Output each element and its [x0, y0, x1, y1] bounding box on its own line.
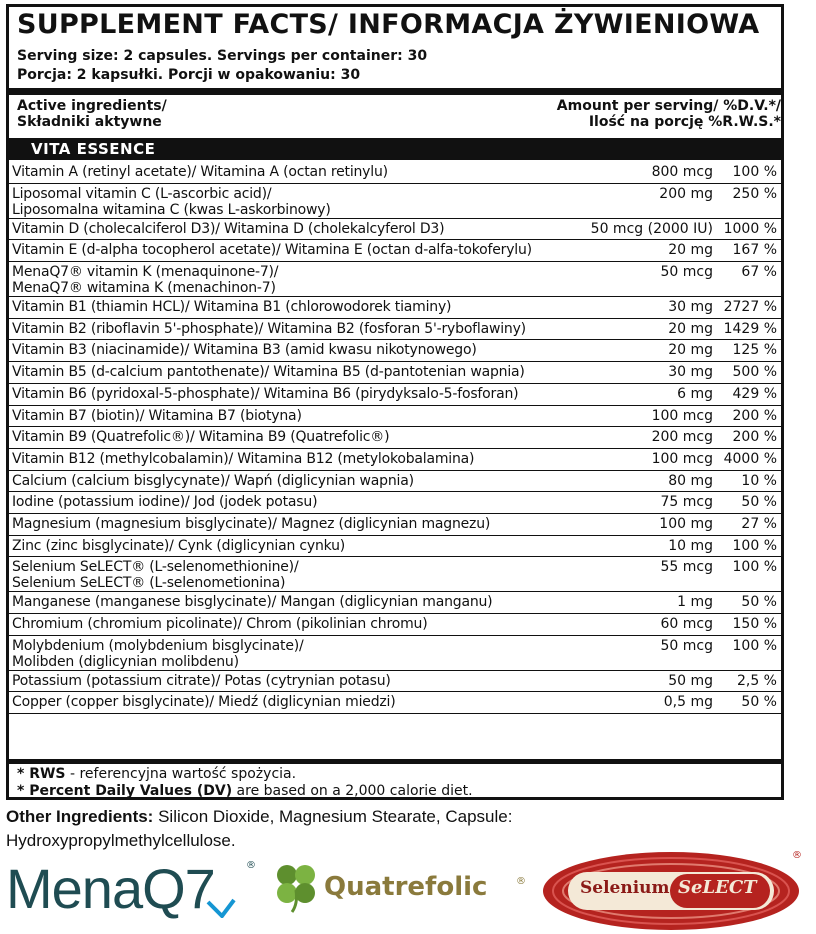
daily-value: 250 % — [732, 185, 777, 202]
ingredient-name: Vitamin E (d-alpha tocopherol acetate)/ Witamina E (octan d-alfa-tokoferylu) — [12, 242, 532, 259]
table-row — [9, 492, 781, 514]
ingredient-name: Vitamin B6 (pyridoxal-5-phosphate)/ Witamina B6 (pirydyksalo-5-fosforan) — [12, 385, 519, 402]
daily-value: 67 % — [741, 264, 777, 281]
amount-per-serving: 50 mg — [668, 672, 713, 689]
daily-value: 100 % — [732, 637, 777, 654]
ingredient-name: Vitamin B2 (riboflavin 5'-phosphate)/ Witamina B2 (fosforan 5'-ryboflawiny) — [12, 320, 526, 337]
daily-value: 125 % — [732, 342, 777, 359]
section-bar — [9, 138, 781, 160]
ingredient-name: Vitamin B9 (Quatrefolic®)/ Witamina B9 (Quatrefolic®) — [12, 429, 390, 446]
daily-value: 2,5 % — [736, 672, 777, 689]
bottom-thick-divider — [9, 759, 781, 764]
table-row — [9, 449, 781, 471]
amount-per-serving: 50 mcg — [660, 264, 713, 281]
daily-value: 1000 % — [723, 220, 777, 237]
daily-value: 50 % — [741, 494, 777, 511]
amount-per-serving: 30 mg — [668, 299, 713, 316]
amount-per-serving: 30 mg — [668, 364, 713, 381]
ingredient-name: MenaQ7® vitamin K (menaquinone-7)/ MenaQ7® witamina K (menachinon-7) — [12, 264, 279, 297]
ingredient-table — [9, 162, 781, 714]
ingredient-name: Calcium (calcium bisglycynate)/ Wapń (diglicynian wapnia) — [12, 472, 414, 489]
amount-per-serving: 50 mcg (2000 IU) — [590, 220, 713, 237]
amount-per-serving: 100 mcg — [651, 450, 713, 467]
footnote-rws: * RWS - referencyjna wartość spożycia. — [17, 766, 297, 782]
table-row — [9, 671, 781, 693]
serving-size-pl: Porcja: 2 kapsułki. Porcji w opakowaniu: 30 — [17, 67, 361, 83]
table-row — [9, 592, 781, 614]
amount-per-serving: 75 mcg — [660, 494, 713, 511]
table-row — [9, 427, 781, 449]
table-row — [9, 514, 781, 536]
ingredient-name: Magnesium (magnesium bisglycinate)/ Magnez (diglicynian magnezu) — [12, 515, 491, 532]
ingredient-name: Copper (copper bisglycinate)/ Miedź (diglicynian miedzi) — [12, 694, 396, 711]
ingredient-name: Vitamin B12 (methylcobalamin)/ Witamina B12 (metylokobalamina) — [12, 450, 475, 467]
table-row — [9, 362, 781, 384]
ingredient-name: Selenium SeLECT® (L-selenomethionine)/ Selenium SeLECT® (L-selenometionina) — [12, 559, 299, 592]
table-row — [9, 262, 781, 297]
daily-value: 27 % — [741, 515, 777, 532]
quatrefolic-logo: Quatrefolic ® — [268, 850, 530, 930]
ingredient-name: Manganese (manganese bisglycinate)/ Mangan (diglicynian manganu) — [12, 594, 493, 611]
table-row — [9, 240, 781, 262]
ingredient-name: Liposomal vitamin C (L-ascorbic acid)/ Liposomalna witamina C (kwas L-askorbinowy) — [12, 185, 331, 218]
section-title: VITA ESSENCE — [31, 140, 156, 158]
ingredient-name: Vitamin D (cholecalciferol D3)/ Witamina D (cholekalcyferol D3) — [12, 220, 445, 237]
panel-title: SUPPLEMENT FACTS/ INFORMACJA ŻYWIENIOWA — [17, 9, 760, 40]
amount-per-serving: 0,5 mg — [663, 694, 713, 711]
footnote-dv: * Percent Daily Values (DV) are based on a 2,000 calorie diet. — [17, 783, 473, 799]
table-row — [9, 636, 781, 671]
daily-value: 200 % — [732, 407, 777, 424]
ingredient-name: Iodine (potassium iodine)/ Jod (jodek potasu) — [12, 494, 318, 511]
ingredient-name: Vitamin A (retinyl acetate)/ Witamina A (octan retinylu) — [12, 164, 388, 180]
daily-value: 1429 % — [723, 320, 777, 337]
daily-value: 2727 % — [723, 299, 777, 316]
amount-per-serving: 80 mg — [668, 472, 713, 489]
table-row — [9, 184, 781, 219]
table-row — [9, 614, 781, 636]
amount-per-serving: 6 mg — [677, 385, 713, 402]
daily-value: 10 % — [741, 472, 777, 489]
table-row — [9, 557, 781, 592]
ingredient-name: Vitamin B1 (thiamin HCL)/ Witamina B1 (chlorowodorek tiaminy) — [12, 299, 452, 316]
amount-per-serving: 50 mcg — [660, 637, 713, 654]
ingredient-name: Vitamin B7 (biotin)/ Witamina B7 (biotyna) — [12, 407, 302, 424]
selenium-select-logo: Selenium SeLECT ® — [540, 850, 808, 932]
daily-value: 500 % — [732, 364, 777, 381]
amount-per-serving: 20 mg — [668, 342, 713, 359]
ingredient-name: Zinc (zinc bisglycinate)/ Cynk (diglicynian cynku) — [12, 537, 346, 554]
clover-icon — [270, 860, 322, 914]
table-row — [9, 219, 781, 241]
ingredient-name: Vitamin B3 (niacinamide)/ Witamina B3 (amid kwasu nikotynowego) — [12, 342, 477, 359]
table-row — [9, 162, 781, 184]
ingredient-name: Molybdenium (molybdenium bisglycinate)/ Molibden (diglicynian molibdenu) — [12, 637, 304, 670]
amount-per-serving: 20 mg — [668, 242, 713, 259]
amount-per-serving: 200 mg — [659, 185, 713, 202]
ingredient-name: Potassium (potassium citrate)/ Potas (cytrynian potasu) — [12, 672, 391, 689]
serving-size-en: Serving size: 2 capsules. Servings per container: 30 — [17, 48, 428, 64]
other-ingredients: Other Ingredients: Silicon Dioxide, Magnesium Stearate, Capsule: Hydroxypropylmethylcellulose. — [6, 807, 513, 850]
daily-value: 50 % — [741, 694, 777, 711]
table-row — [9, 471, 781, 493]
thick-divider — [9, 88, 781, 95]
table-row — [9, 406, 781, 428]
daily-value: 100 % — [732, 537, 777, 554]
daily-value: 100 % — [732, 164, 777, 180]
header-amount: Amount per serving/ %D.V.*/ Ilość na porcję %R.W.S.* — [556, 98, 781, 130]
header-ingredients: Active ingredients/ Składniki aktywne — [17, 98, 167, 130]
daily-value: 150 % — [732, 616, 777, 632]
amount-per-serving: 800 mcg — [651, 164, 713, 180]
amount-per-serving: 20 mg — [668, 320, 713, 337]
daily-value: 100 % — [732, 559, 777, 576]
table-row — [9, 340, 781, 362]
table-row — [9, 384, 781, 406]
daily-value: 429 % — [732, 385, 777, 402]
table-row — [9, 297, 781, 319]
table-row — [9, 692, 781, 714]
daily-value: 200 % — [732, 429, 777, 446]
ingredient-name: Vitamin B5 (d-calcium pantothenate)/ Witamina B5 (d-pantotenian wapnia) — [12, 364, 525, 381]
amount-per-serving: 60 mcg — [660, 616, 713, 632]
table-row — [9, 319, 781, 341]
menaq7-logo: MenaQ7 ® — [6, 857, 256, 920]
amount-per-serving: 200 mcg — [651, 429, 713, 446]
amount-per-serving: 55 mcg — [660, 559, 713, 576]
daily-value: 4000 % — [723, 450, 777, 467]
amount-per-serving: 100 mcg — [651, 407, 713, 424]
brand-logos — [0, 850, 816, 930]
daily-value: 167 % — [732, 242, 777, 259]
table-row — [9, 536, 781, 558]
daily-value: 50 % — [741, 594, 777, 611]
ingredient-name: Chromium (chromium picolinate)/ Chrom (pikolinian chromu) — [12, 616, 428, 632]
amount-per-serving: 1 mg — [677, 594, 713, 611]
amount-per-serving: 10 mg — [668, 537, 713, 554]
amount-per-serving: 100 mg — [659, 515, 713, 532]
supplement-facts-panel — [6, 4, 784, 800]
